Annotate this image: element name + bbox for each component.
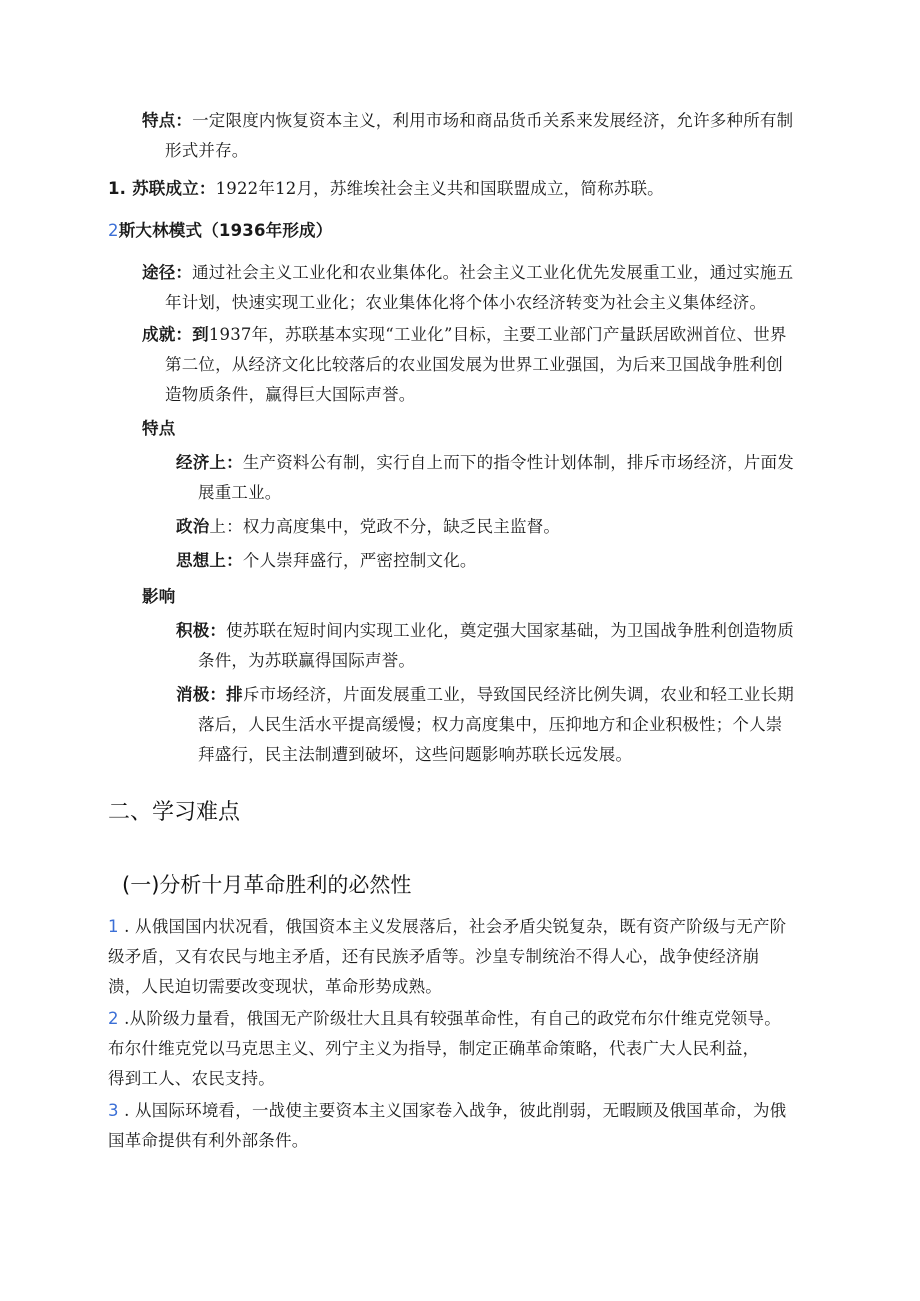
ussr-founding-text: 1922年12月，苏维埃社会主义共和国联盟成立，简称苏联。 <box>215 179 664 198</box>
economy-line2 <box>198 476 838 510</box>
negative-line1 <box>176 678 836 712</box>
achievement-line3 <box>165 378 845 412</box>
politics-label-tail: 上： <box>209 517 243 536</box>
nep-features-text-2: 形式并存。 <box>165 141 249 160</box>
ussr-founding <box>108 172 828 206</box>
achievement-line1 <box>142 318 832 352</box>
section-title-difficulties: 二、学习难点 <box>108 800 241 825</box>
ussr-founding-label: 1. 苏联成立： <box>108 179 216 198</box>
negative-line3 <box>198 738 838 772</box>
nep-features-line1 <box>142 104 822 138</box>
approach-label: 途径： <box>142 263 193 282</box>
point-3-number: 3 <box>108 1101 119 1120</box>
approach-text-2: 年计划，快速实现工业化；农业集体化将个体小农经济转变为社会主义集体经济。 <box>165 293 767 312</box>
ideology-label: 思想上： <box>176 551 243 570</box>
achievement-lead: 到 <box>192 325 209 344</box>
point-3-line2 <box>108 1124 828 1158</box>
achievement-label: 成就： <box>142 325 193 344</box>
ideology-text: 个人崇拜盛行，严密控制文化。 <box>242 551 477 570</box>
economy-line1 <box>176 446 836 480</box>
point-1-text-3: 溃，人民迫切需要改变现状，革命形势成熟。 <box>108 977 442 996</box>
nep-features-label: 特点： <box>142 111 193 130</box>
point-3-text-1: . 从国际环境看，一战使主要资本主义国家卷入战争，彼此削弱，无暇顾及俄国革命，为俄 <box>118 1101 787 1120</box>
point-1-text-2: 级矛盾，又有农民与地主矛盾，还有民族矛盾等。沙皇专制统治不得人心，战争使经济崩 <box>108 947 760 966</box>
stalin-model-number: 2 <box>108 221 119 240</box>
negative-lead: 排 <box>226 685 243 704</box>
economy-label: 经济上： <box>176 453 243 472</box>
positive-line2 <box>198 644 838 678</box>
negative-label: 消极： <box>176 685 227 704</box>
approach-line1 <box>142 256 832 290</box>
approach-text-1: 通过社会主义工业化和农业集体化。社会主义工业化优先发展重工业，通过实施五 <box>192 263 794 282</box>
point-2-line2 <box>108 1032 828 1066</box>
politics-line <box>176 510 836 544</box>
point-1-number: 1 <box>108 917 119 936</box>
point-2-line3 <box>108 1062 828 1096</box>
positive-text-1: 使苏联在短时间内实现工业化，奠定强大国家基础，为卫国战争胜利创造物质 <box>226 621 794 640</box>
politics-text: 权力高度集中，党政不分，缺乏民主监督。 <box>242 517 561 536</box>
achievement-text-1: 1937年，苏联基本实现“工业化”目标，主要工业部门产量跃居欧洲首位、世界 <box>208 325 787 344</box>
approach-line2 <box>165 286 845 320</box>
impact-heading: 影响 <box>142 587 176 606</box>
point-2-number: 2 <box>108 1009 119 1028</box>
point-2-text-1: .从阶级力量看，俄国无产阶级壮大且具有较强革命性，有自己的政党布尔什维克党领导。 <box>118 1009 781 1028</box>
stalin-model-title: 斯大林模式（1936年形成） <box>118 221 333 240</box>
achievement-text-3: 造物质条件，赢得巨大国际声誉。 <box>165 385 416 404</box>
politics-label: 政治 <box>176 517 210 536</box>
point-3-text-2: 国革命提供有利外部条件。 <box>108 1131 309 1150</box>
point-1-text-1: . 从俄国国内状况看，俄国资本主义发展落后，社会矛盾尖锐复杂，既有资产阶级与无产阶 <box>118 917 787 936</box>
stalin-model-heading <box>108 214 828 248</box>
ideology-line <box>176 544 836 578</box>
nep-features-line2 <box>165 134 825 168</box>
point-1-line2 <box>108 940 828 974</box>
point-2-line1 <box>108 1002 828 1036</box>
economy-text-1: 生产资料公有制，实行自上而下的指令性计划体制，排斥市场经济，片面发 <box>242 453 794 472</box>
point-3-line1 <box>108 1094 828 1128</box>
achievement-line2 <box>165 348 845 382</box>
negative-line2 <box>198 708 838 742</box>
economy-text-2: 展重工业。 <box>198 483 282 502</box>
point-1-line1 <box>108 910 828 944</box>
negative-text-3: 拜盛行，民主法制遭到破坏，这些问题影响苏联长远发展。 <box>198 745 633 764</box>
subsection-title-october: (一)分析十月革命胜利的必然性 <box>122 873 412 897</box>
negative-text-1: 斥市场经济，片面发展重工业，导致国民经济比例失调，农业和轻工业长期 <box>242 685 794 704</box>
positive-line1 <box>176 614 836 648</box>
positive-text-2: 条件，为苏联赢得国际声誉。 <box>198 651 416 670</box>
point-1-line3 <box>108 970 828 1004</box>
negative-text-2: 落后，人民生活水平提高缓慢；权力高度集中，压抑地方和企业积极性；个人崇 <box>198 715 783 734</box>
point-2-text-3: 得到工人、农民支持。 <box>108 1069 275 1088</box>
features-heading: 特点 <box>142 419 176 438</box>
nep-features-text-1: 一定限度内恢复资本主义，利用市场和商品货币关系来发展经济，允许多种所有制 <box>192 111 794 130</box>
point-2-text-2: 布尔什维克党以马克思主义、列宁主义为指导，制定正确革命策略，代表广大人民利益， <box>108 1039 760 1058</box>
achievement-text-2: 第二位，从经济文化比较落后的农业国发展为世界工业强国，为后来卫国战争胜利创 <box>165 355 783 374</box>
positive-label: 积极： <box>176 621 227 640</box>
